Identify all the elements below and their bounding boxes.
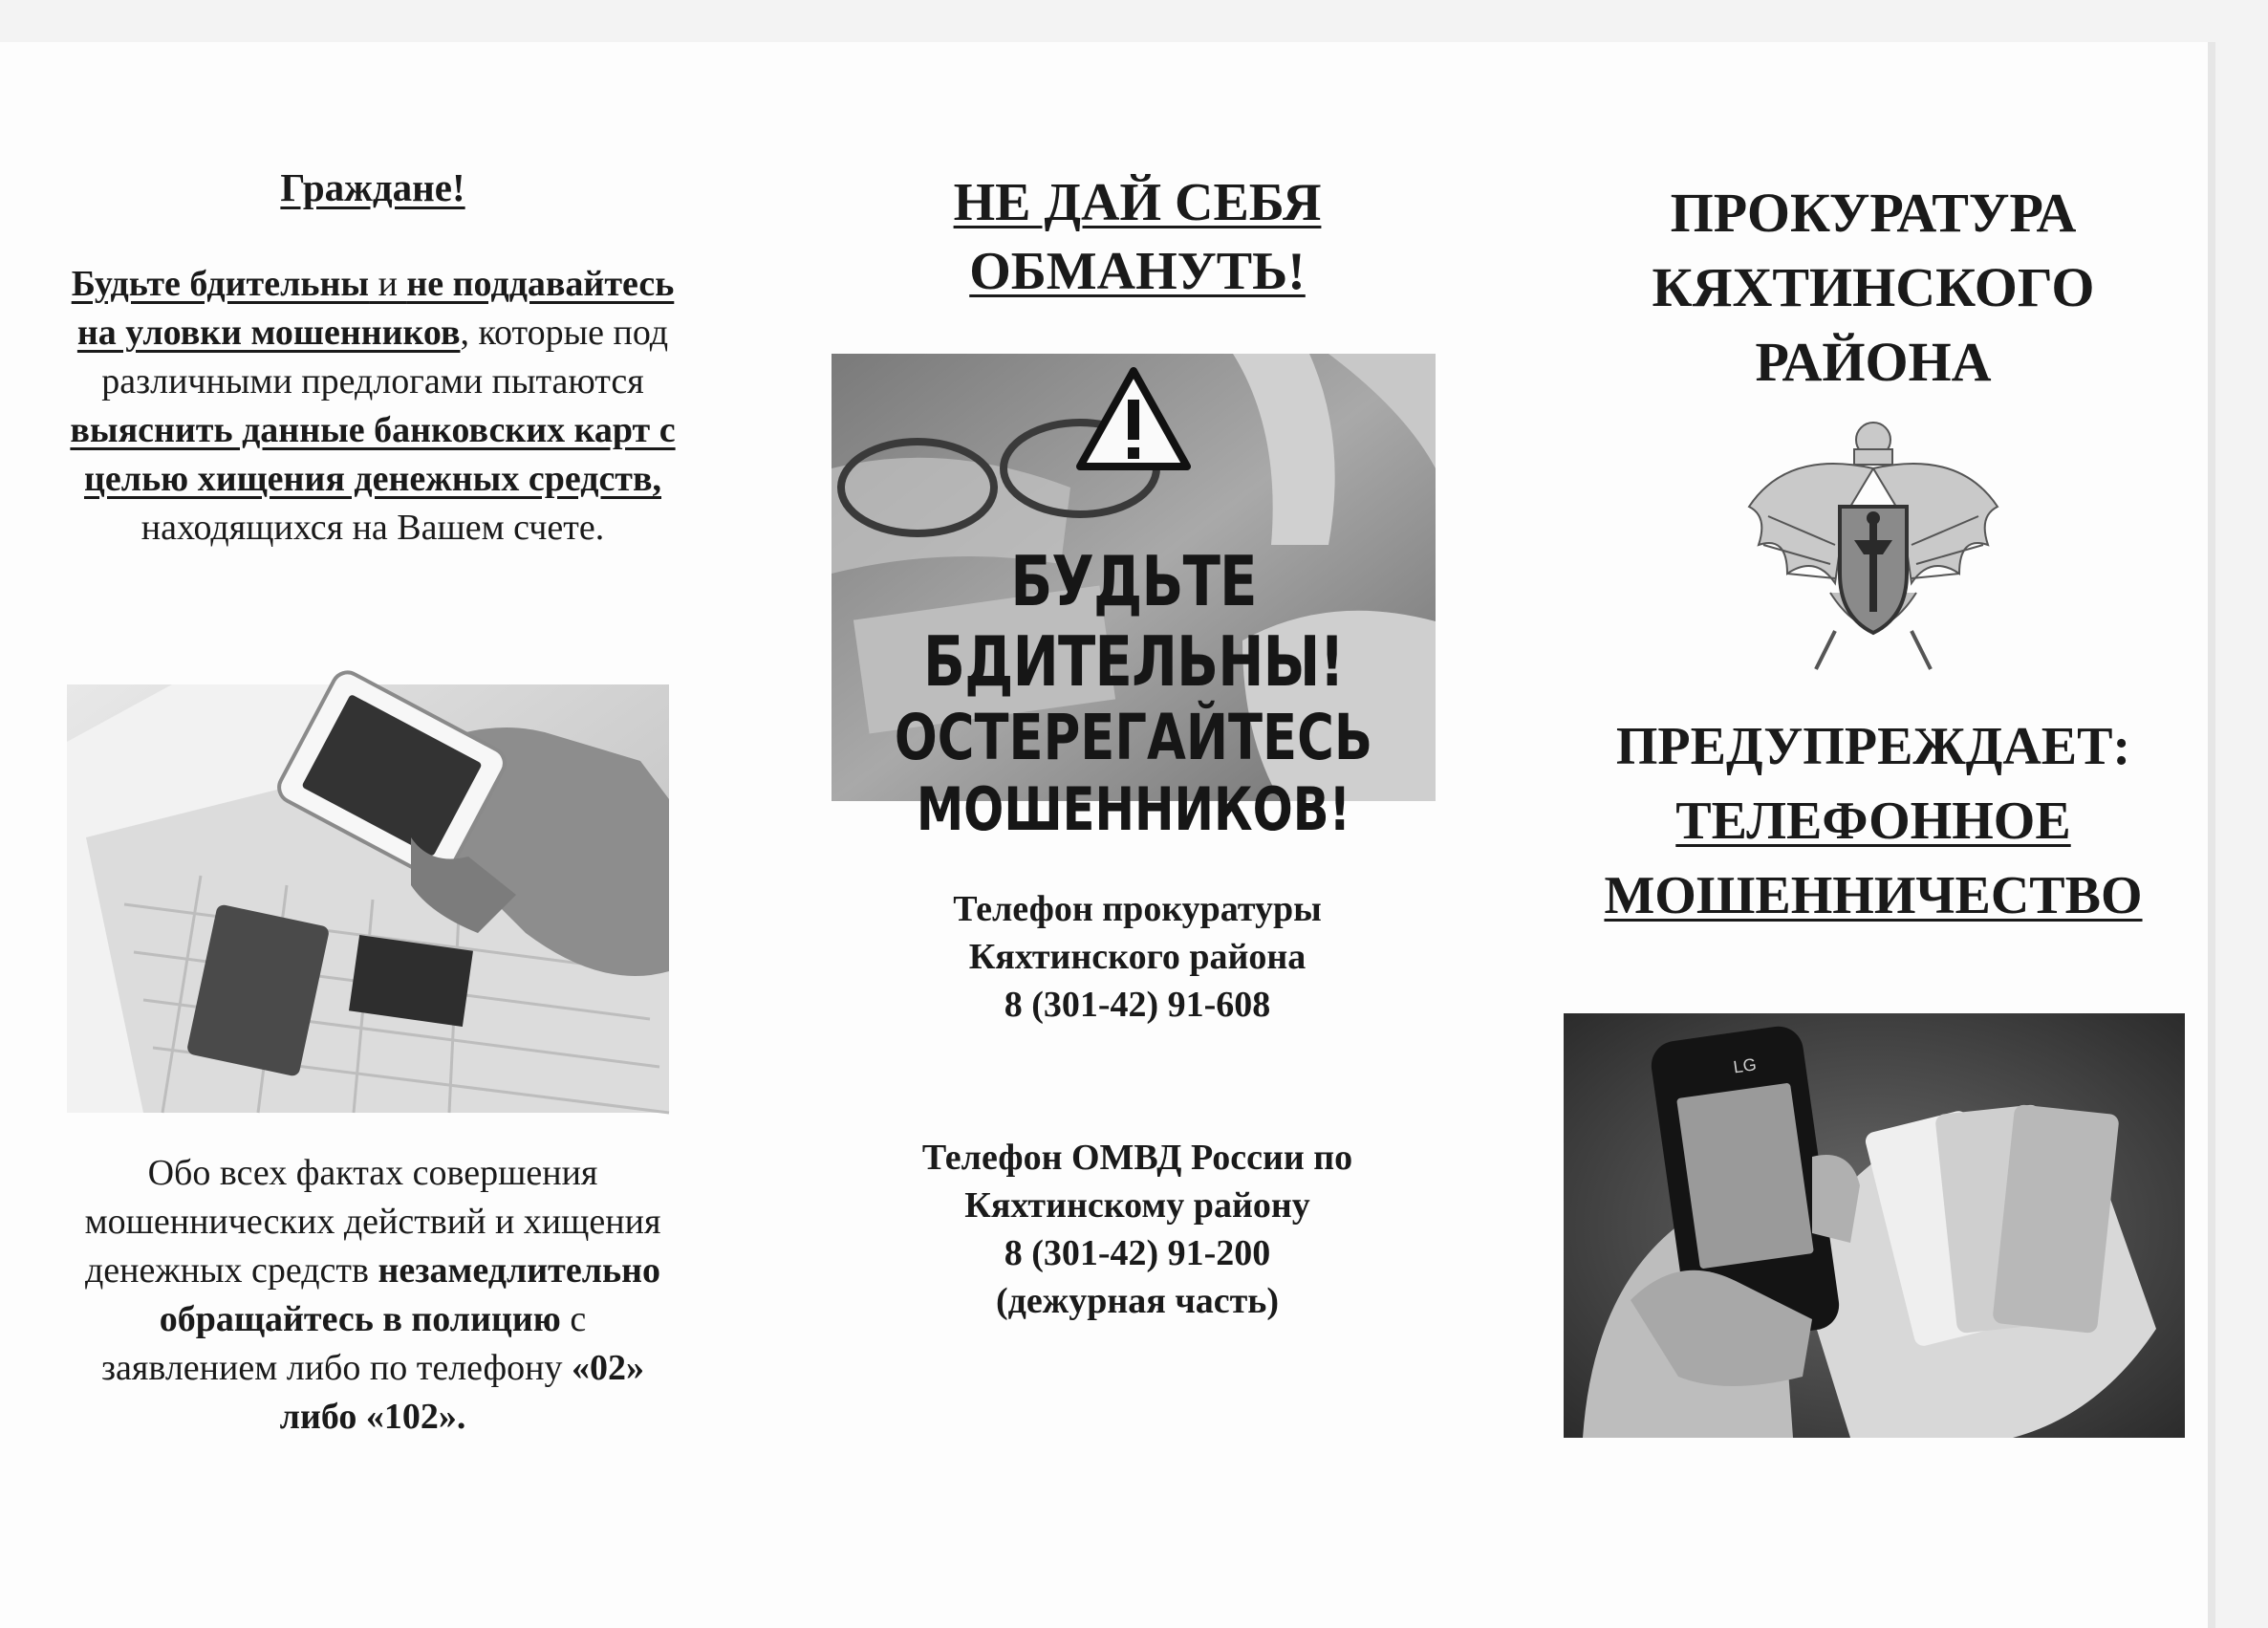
police-contact	[822, 1134, 1453, 1325]
leaflet-sheet	[0, 42, 2208, 1628]
intro-paragraph	[67, 260, 679, 553]
prosecutor-phone: 8 (301-42) 91-608	[1004, 985, 1271, 1025]
warning-line-3: МОШЕННИКОВ!	[916, 774, 1351, 844]
warning-poster	[832, 354, 1436, 844]
police-contact-label-1: Телефон ОМВД России по	[921, 1138, 1353, 1178]
report-text-2: с заявлением либо по телефону	[101, 1299, 587, 1388]
intro-text-2: находящихся на Вашем счете.	[140, 508, 605, 548]
middle-title-line-2: ОБМАНУТЬ!	[969, 242, 1306, 301]
prosecutor-contact-label-1: Телефон прокуратуры	[953, 889, 1322, 929]
prosecutor-contact	[822, 885, 1453, 1029]
phone-cards-illustration	[1564, 1013, 2185, 1438]
intro-and: и	[369, 264, 407, 304]
prosecutor-contact-label-2: Кяхтинского района	[968, 937, 1307, 977]
phone-brand-label: LG	[1732, 1054, 1758, 1077]
police-phone-note: (дежурная часть)	[995, 1281, 1280, 1321]
report-bold-1: незамедлительно обращайтесь в полицию	[159, 1250, 661, 1339]
intro-text-1: , которые под различными предлогами пытаются	[101, 313, 669, 402]
laptop-card-illustration	[67, 684, 669, 1113]
report-text-1: Обо всех фактах совершения мошеннических действий и хищения денежных средств	[84, 1153, 661, 1291]
police-phone: 8 (301-42) 91-200	[1004, 1233, 1271, 1273]
warning-line-1: БУДЬТЕ БДИТЕЛЬНЫ!	[923, 541, 1344, 702]
prosecutor-emblem-icon	[1730, 411, 2017, 688]
warning-heading	[1548, 709, 2198, 933]
organization-line-2: КЯХТИНСКОГО	[1652, 256, 2095, 318]
middle-title-line-1: НЕ ДАЙ СЕБЯ	[953, 173, 1322, 232]
laptop-card-photo	[67, 684, 669, 1113]
warning-heading-line-1: ПРЕДУПРЕЖДАЕТ:	[1615, 717, 2131, 776]
intro-bold-2: не поддавайтесь на уловки мошенников	[76, 264, 675, 353]
warning-poster-text	[892, 541, 1375, 845]
organization-line-1: ПРОКУРАТУРА	[1670, 182, 2077, 244]
warning-line-2: ОСТЕРЕГАЙТЕСЬ	[894, 701, 1373, 774]
intro-bold-1: Будьте бдительны	[71, 264, 370, 304]
intro-bold-3: выяснить данные банковских карт с целью хищения денежных средств,	[70, 410, 676, 499]
phone-cards-photo	[1564, 1013, 2185, 1438]
report-phone-numbers: «02» либо «102».	[279, 1348, 644, 1437]
report-paragraph	[67, 1149, 679, 1442]
warning-heading-line-2: ТЕЛЕФОННОЕ	[1675, 792, 2071, 851]
warning-heading-line-3: МОШЕННИЧЕСТВО	[1604, 866, 2143, 925]
police-contact-label-2: Кяхтинскому району	[964, 1185, 1310, 1226]
middle-title	[822, 168, 1453, 306]
organization-line-3: РАЙОНА	[1755, 331, 1992, 393]
greeting-heading: Граждане!	[280, 165, 465, 209]
organization-title	[1548, 176, 2198, 400]
